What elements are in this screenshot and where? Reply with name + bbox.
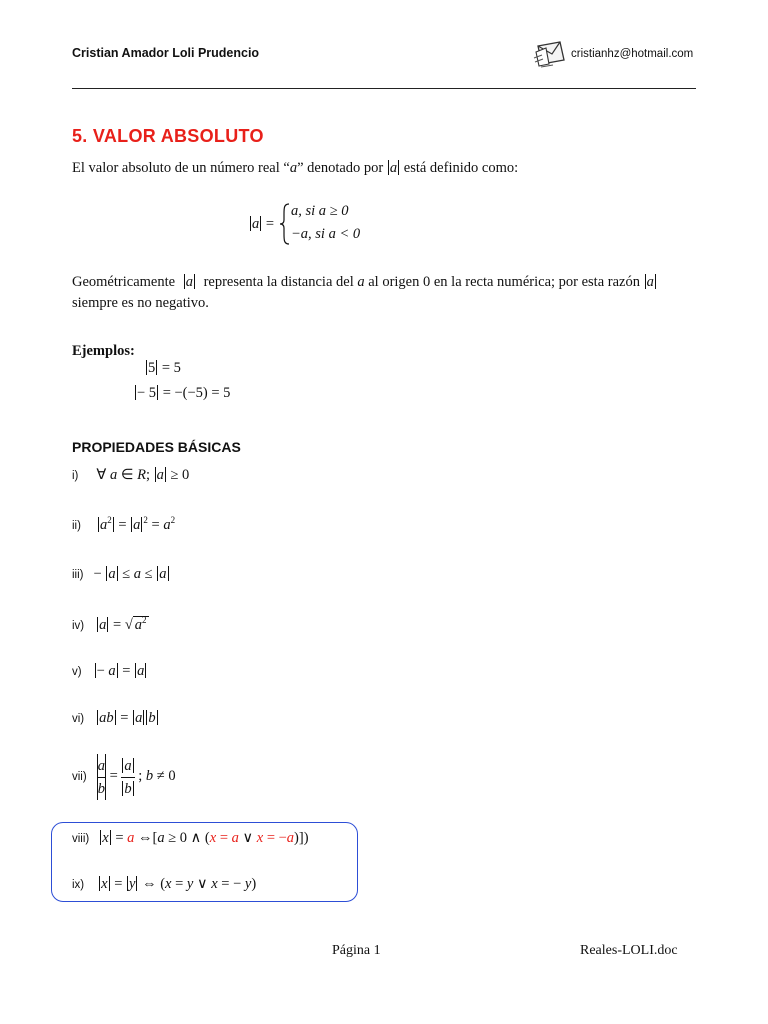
def-case-2: −a, si a < 0 <box>291 226 361 242</box>
mail-envelope-icon <box>533 38 567 70</box>
geo-text-4: siempre es no negativo. <box>72 295 209 311</box>
geo-text-2: representa la distancia del <box>203 274 354 290</box>
intro-abs-a: a <box>389 160 398 176</box>
geo-text-1: Geométricamente <box>72 274 176 290</box>
def-case-1: a, si a ≥ 0 <box>291 203 349 219</box>
intro-var: a <box>289 160 298 176</box>
intro-mid: ” denotado por <box>297 160 384 176</box>
property-iii: iii) − a ≤ a ≤ a <box>72 566 167 582</box>
examples-title: Ejemplos: <box>72 343 135 359</box>
property-viii: viii) x = a ⇔[a ≥ 0 ∧ (x = a ∨ x = −a)]) <box>72 830 309 846</box>
header-author: Cristian Amador Loli Prudencio <box>72 46 260 60</box>
intro-after: está definido como: <box>403 160 519 176</box>
example-1: 5 = 5 <box>148 360 181 376</box>
property-v: v) − a = a <box>72 663 145 679</box>
footer-page: Página 1 <box>332 943 381 958</box>
property-vi: vi) ab = a b <box>72 710 156 726</box>
abs-definition: a = a, si a ≥ 0 −a, si a < 0 <box>252 203 361 242</box>
geo-text-3: al origen 0 en la recta numérica; por esta razón <box>368 274 640 290</box>
property-i: i) ∀ a ∈ R; a ≥ 0 <box>72 467 190 483</box>
section-title: 5. VALOR ABSOLUTO <box>72 126 264 146</box>
example-2: − 5 = −(−5) = 5 <box>137 385 231 401</box>
properties-title: PROPIEDADES BÁSICAS <box>72 439 241 455</box>
intro-before: El valor absoluto de un número real “ <box>72 160 290 176</box>
property-vii: vii) $\frac{a}{b}$ = $\frac{a}{b}$ ; b ≠ 0 <box>72 754 176 804</box>
property-iv: iv) a = √ $a^2$ <box>72 615 147 633</box>
property-ii: ii) $a^2 = a$ $^2 = a^2$ <box>72 515 176 533</box>
property-ix: ix) x = y ⇔ (x = y ∨ x = − y) <box>72 876 257 892</box>
geometric-paragraph: Geométricamente a representa la distancia del a al origen 0 en la recta numérica; por esta razón a siempre es no negativo. <box>72 272 696 314</box>
footer-filename: Reales-LOLI.doc <box>580 943 678 958</box>
intro-paragraph <box>72 158 518 179</box>
header-email: cristianhz@hotmail.com <box>571 48 694 60</box>
header-divider <box>72 88 696 89</box>
